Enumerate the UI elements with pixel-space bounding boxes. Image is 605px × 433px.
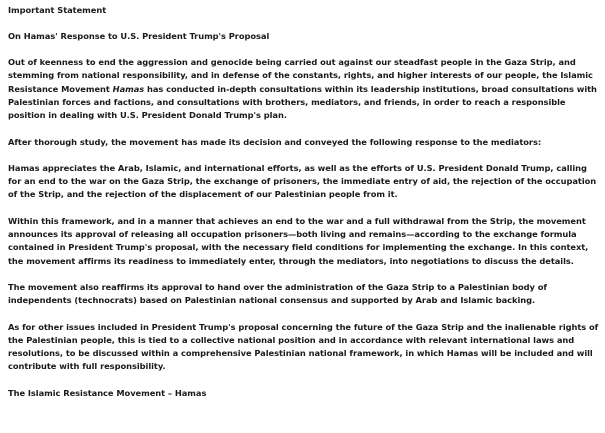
paragraph-5: The movement also reaffirms its approval to hand over the administration of the Gaza Strip to a Palestinian body of independents (technocrats) based on Palestinian national consensus and supported by Arab and Islamic backing.: [8, 281, 547, 306]
paragraph-1-text-end: has conducted in-depth consultations within its leadership institutions, broad consultations with Palestinian forces and factions, and consultations with brothers, mediators, and friends, in order to reach a responsible position in dealing with U.S. President Donald Trump's plan.: [8, 83, 597, 121]
paragraph-3: Hamas appreciates the Arab, Islamic, and international efforts, as well as the efforts of U.S. President Donald Trump, calling for an end to the war on the Gaza Strip, the exchange of prisoners, the immediate entry of aid, the rejection of the occupation of the Strip, and the rejection of the displacement of our Palestinian people from it.: [8, 162, 597, 200]
paragraph-1: [8, 56, 600, 122]
paragraph-6: As for other issues included in President Trump's proposal concerning the future of the Gaza Strip and the inalienable rights of the Palestinian people, this is tied to a collective national position and in accordance with relevant international laws and resolutions, to be discussed within a comprehensive Palestinian national framework, in which Hamas will be included and will contribute with full responsibility.: [8, 321, 599, 372]
document-signature: The Islamic Resistance Movement – Hamas: [8, 387, 207, 398]
statement-document: [8, 4, 600, 400]
document-subtitle: On Hamas' Response to U.S. President Trump's Proposal: [8, 30, 270, 41]
document-title: Important Statement: [8, 5, 107, 15]
paragraph-2: After thorough study, the movement has made its decision and conveyed the following response to the mediators:: [8, 136, 542, 147]
paragraph-1-emphasis: Hamas: [112, 83, 145, 94]
paragraph-4: Within this framework, and in a manner that achieves an end to the war and a full withdrawal from the Strip, the movement announces its approval of releasing all occupation prisoners—both living and remains—according to the exchange formula contained in President Trump's proposal, with the necessary field conditions for implementing the exchange. In this context, the movement affirms its readiness to immediately enter, through the mediators, into negotiations to discuss the details.: [8, 215, 589, 266]
paragraph-1-text-start: Out of keenness to end the aggression and genocide being carried out against our steadfast people in the Gaza Strip, and stemming from national responsibility, and in defense of the constants, rights, and higher interests of our people, the Islamic Resistance Movement: [8, 57, 593, 94]
